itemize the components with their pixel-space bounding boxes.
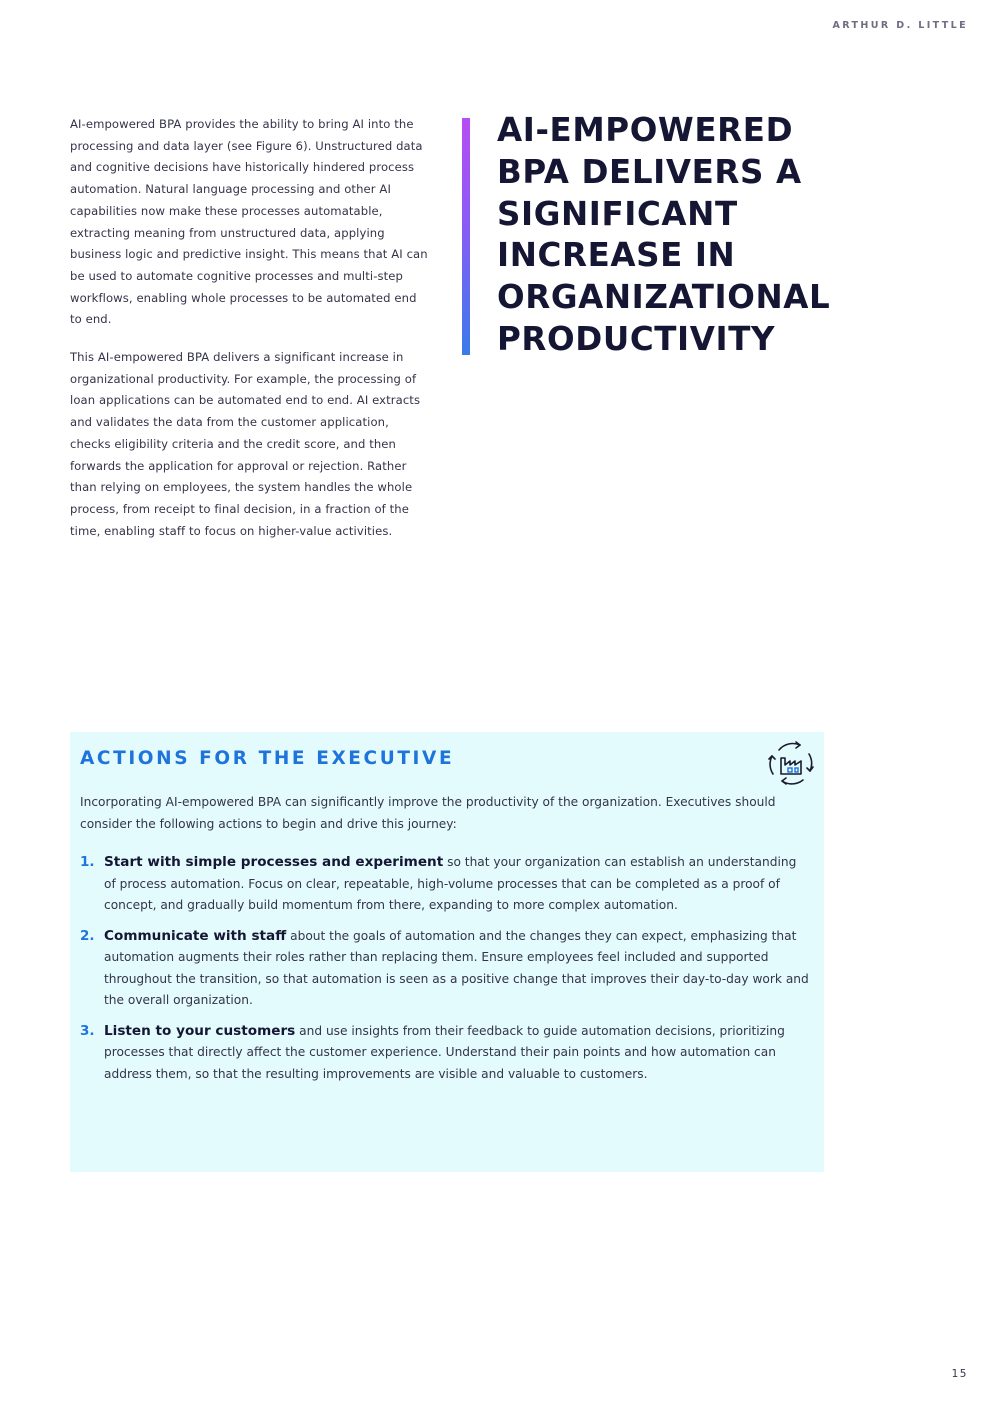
body-text-column — [70, 114, 432, 558]
list-item — [80, 1021, 810, 1086]
list-item-number: 1. — [80, 854, 95, 870]
body-paragraph-1: AI-empowered BPA provides the ability to bring AI into the processing and data layer (see Figure 6). Unstructured data and cognitive decisions have historically hindered process automation. Natural language processing and other AI capabilities now make these processes automatable, extracting meaning from unstructured data, applying business logic and predictive insight. This means that AI can be used to automate cognitive processes and multi-step workflows, enabling whole processes to be automated end to end. — [70, 117, 428, 327]
list-item-body: about the goals of automation and the changes they can expect, emphasizing that automation augments their roles rather than replacing them. Ensure employees feel included and supported throughout the transition, so that automation is seen as a positive change that improves their day-to-day work and the overall organization. — [104, 928, 809, 1007]
list-item-lead: Communicate with staff — [104, 927, 287, 944]
list-item-number: 3. — [80, 1022, 95, 1039]
executive-actions-list — [80, 852, 810, 1094]
list-item-text — [104, 926, 810, 1012]
body-paragraph-2: This AI-empowered BPA delivers a significant increase in organizational productivity. For example, the processing of loan applications can be automated end to end. AI extracts and validates the data from the customer application, checks eligibility criteria and the credit score, and then forwards the application for approval or rejection. Rather than relying on employees, the system handles the whole process, from receipt to final decision, in a fraction of the time, enabling staff to focus on higher-value activities. — [70, 350, 421, 538]
list-item-text — [104, 852, 810, 917]
pull-quote-accent-bar — [462, 118, 470, 355]
list-item-number: 2. — [80, 927, 95, 944]
list-item-text — [104, 1021, 810, 1086]
pull-quote: AI-EMPOWERED BPA DELIVERS A SIGNIFICANT INCREASE IN ORGANIZATIONAL PRODUCTIVITY — [497, 111, 831, 358]
executive-actions-intro: Incorporating AI-empowered BPA can significantly improve the productivity of the organization. Executives should consider the following actions to begin and drive this journey: — [80, 795, 776, 831]
list-item-body: and use insights from their feedback to guide automation decisions, prioritizing processes that directly affect the customer experience. Understand their pain points and how automation can address them, so that the resulting improvements are visible and valuable to customers. — [104, 1023, 785, 1081]
list-item-lead: Listen to your customers — [104, 1022, 296, 1039]
executive-actions-title: ACTIONS FOR THE EXECUTIVE — [80, 748, 455, 769]
factory-cycle-icon — [766, 738, 816, 788]
list-item — [80, 926, 810, 1012]
brand-label: ARTHUR D. LITTLE — [832, 20, 968, 31]
page-number: 15 — [951, 1368, 968, 1380]
executive-actions-box — [70, 732, 824, 1172]
list-item-lead: Start with simple processes and experiment — [104, 854, 444, 870]
list-item — [80, 852, 810, 917]
list-item-body: so that your organization can establish an understanding of process automation. Focus on clear, repeatable, high-volume processes that can be completed as a proof of concept, and gradually build momentum from there, expanding to more complex automation. — [104, 855, 797, 912]
